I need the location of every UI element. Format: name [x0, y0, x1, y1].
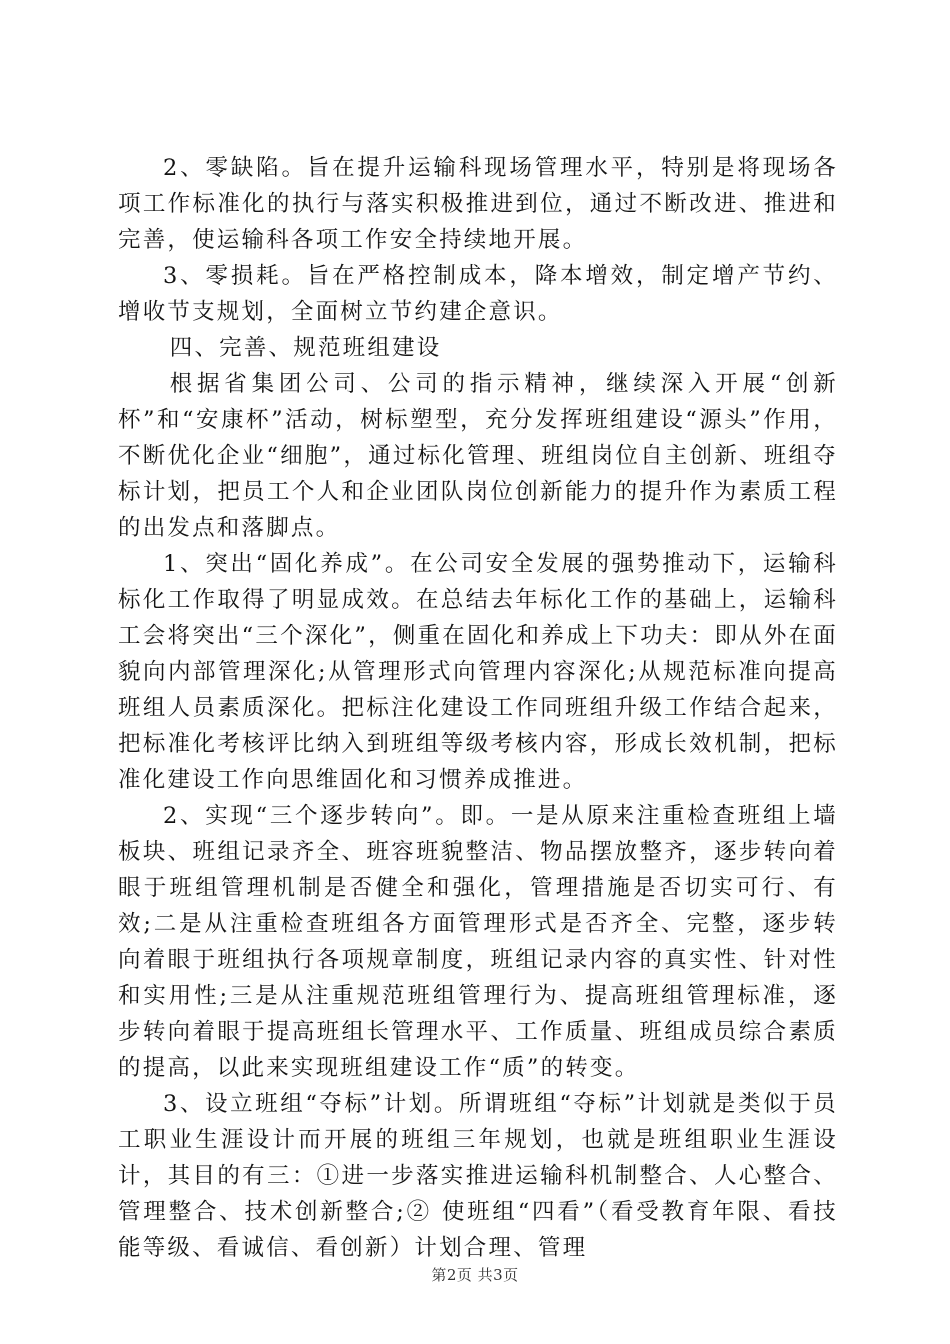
paragraph-zero-loss: 3、零损耗。旨在严格控制成本，降本增效，制定增产节约、增收节支规划，全面树立节约建企意识。 [118, 263, 838, 325]
document-body [118, 150, 838, 1266]
section-heading-four: 四、完善、规范班组建设 [169, 335, 442, 361]
page-footer: 第2页 共3页 [431, 1266, 519, 1284]
paragraph-item-2: 2、实现“三个逐步转向”。即。一是从原来注重检查班组上墙板块、班组记录齐全、班容班貌整洁、物品摆放整齐，逐步转向着眼于班组管理机制是否健全和强化，管理措施是否切实可行、有效;二是从注重检查班组各方面管理形式是否齐全、完整，逐步转向着眼于班组执行各项规章制度，班组记录内容的真实性、针对性和实用性;三是从注重规范班组管理行为、提高班组管理标准，逐步转向着眼于提高班组长管理水平、工作质量、班组成员综合素质的提高，以此来实现班组建设工作“质”的转变。 [118, 803, 838, 1081]
paragraph-intro: 根据省集团公司、公司的指示精神，继续深入开展“创新杯”和“安康杯”活动，树标塑型，充分发挥班组建设“源头”作用，不断优化企业“细胞”，通过标化管理、班组岗位自主创新、班组夺标计划，把员工个人和企业团队岗位创新能力的提升作为素质工程的出发点和落脚点。 [118, 371, 838, 541]
paragraph-zero-defect: 2、零缺陷。旨在提升运输科现场管理水平，特别是将现场各项工作标准化的执行与落实积极推进到位，通过不断改进、推进和完善，使运输科各项工作安全持续地开展。 [118, 155, 838, 253]
paragraph-item-3: 3、设立班组“夺标”计划。所谓班组“夺标”计划就是类似于员工职业生涯设计而开展的班组三年规划，也就是班组职业生涯设计，其目的有三：①进一步落实推进运输科机制整合、人心整合、管理整合、技术创新整合;② 使班组“四看”（看受教育年限、看技能等级、看诚信、看创新）计划合理、管理 [118, 1091, 838, 1261]
paragraph-item-1: 1、突出“固化养成”。在公司安全发展的强势推动下，运输科标化工作取得了明显成效。在总结去年标化工作的基础上，运输科工会将突出“三个深化”，侧重在固化和养成上下功夫：即从外在面貌向内部管理深化;从管理形式向管理内容深化;从规范标准向提高班组人员素质深化。把标注化建设工作同班组升级工作结合起来，把标准化考核评比纳入到班组等级考核内容，形成长效机制，把标准化建设工作向思维固化和习惯养成推进。 [118, 551, 838, 793]
